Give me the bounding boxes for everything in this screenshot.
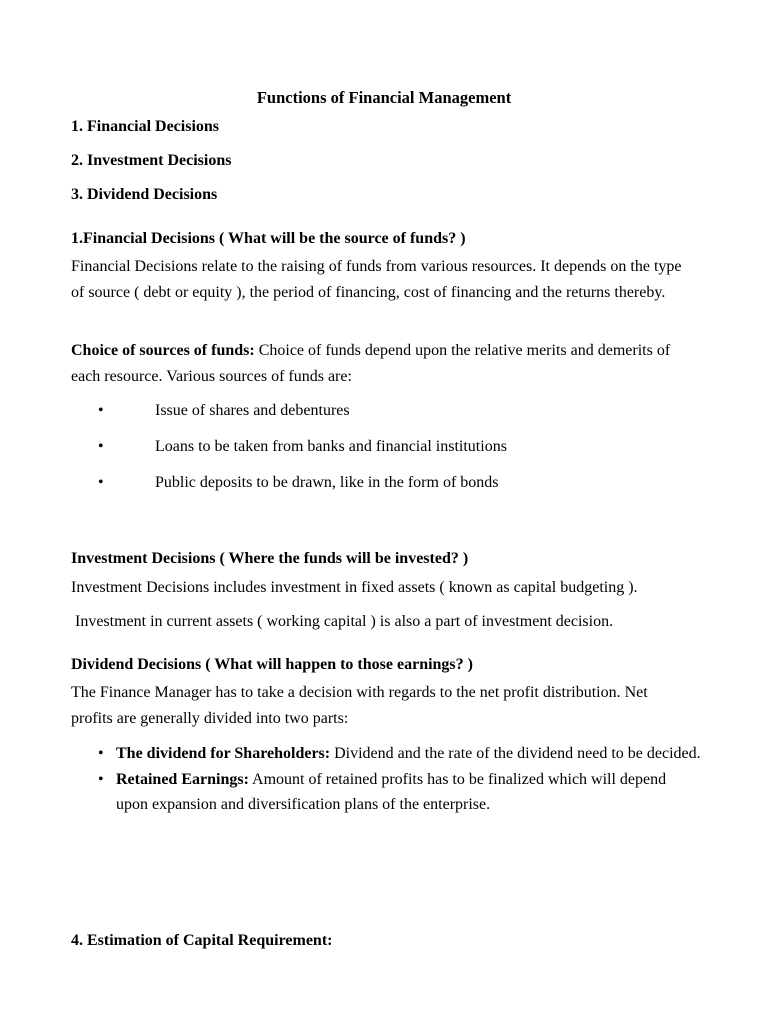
dividend-list bbox=[71, 741, 701, 818]
list-item bbox=[71, 741, 701, 767]
heading-label: Investment Decisions bbox=[71, 550, 216, 567]
list-item-text: Dividend and the rate of the dividend need to be decided. bbox=[330, 745, 701, 762]
heading-question: ( What will happen to those earnings? ) bbox=[201, 656, 473, 673]
financial-body: Financial Decisions relate to the raising of funds from various resources. It depends on the type of source ( debt or equity ), the period of financing, cost of financing and the returns thereby. bbox=[71, 258, 682, 301]
section-heading-dividend bbox=[71, 655, 473, 675]
section-heading-financial bbox=[71, 229, 466, 249]
bullet-icon: • bbox=[98, 745, 104, 762]
choice-paragraph bbox=[71, 338, 671, 389]
toc-item-dividend: 3. Dividend Decisions bbox=[71, 186, 218, 203]
bullet-icon: • bbox=[98, 474, 104, 491]
bullet-icon: • bbox=[98, 402, 104, 419]
list-item-text: Loans to be taken from banks and financial institutions bbox=[155, 438, 507, 455]
heading-question: ( What will be the source of funds? ) bbox=[215, 230, 466, 247]
heading-label: Dividend Decisions bbox=[71, 656, 202, 673]
list-item-label: The dividend for Shareholders: bbox=[116, 745, 331, 762]
list-item-label: Retained Earnings: bbox=[116, 770, 249, 788]
heading-question: ( Where the funds will be invested? ) bbox=[215, 550, 469, 567]
investment-line-2: Investment in current assets ( working capital ) is also a part of investment decision. bbox=[71, 613, 614, 630]
choice-text: Choice of funds depend upon the relative merits and demerits of each resource. Various sources of funds are: bbox=[71, 342, 671, 385]
list-item-text: Amount of retained profits has to be finalized which will depend upon expansion and diversification plans of the enterprise. bbox=[116, 770, 667, 813]
list-item-text: Public deposits to be drawn, like in the form of bonds bbox=[155, 474, 499, 491]
toc-item-financial: 1. Financial Decisions bbox=[71, 118, 220, 135]
list-item-text: Issue of shares and debentures bbox=[155, 402, 350, 419]
section-heading-investment bbox=[71, 549, 468, 569]
page-title: Functions of Financial Management bbox=[256, 88, 512, 107]
list-item bbox=[71, 767, 701, 818]
section-heading-estimation: 4. Estimation of Capital Requirement: bbox=[71, 932, 333, 949]
bullet-icon: • bbox=[98, 438, 104, 455]
heading-label: 1.Financial Decisions bbox=[71, 230, 216, 247]
choice-label: Choice of sources of funds: bbox=[71, 342, 255, 359]
bullet-icon: • bbox=[98, 770, 104, 788]
investment-line-1: Investment Decisions includes investment in fixed assets ( known as capital budgeting ). bbox=[71, 579, 638, 596]
toc-item-investment: 2. Investment Decisions bbox=[71, 152, 232, 169]
dividend-body: The Finance Manager has to take a decision with regards to the net profit distribution. Net profits are generally divided into two parts: bbox=[71, 684, 648, 727]
